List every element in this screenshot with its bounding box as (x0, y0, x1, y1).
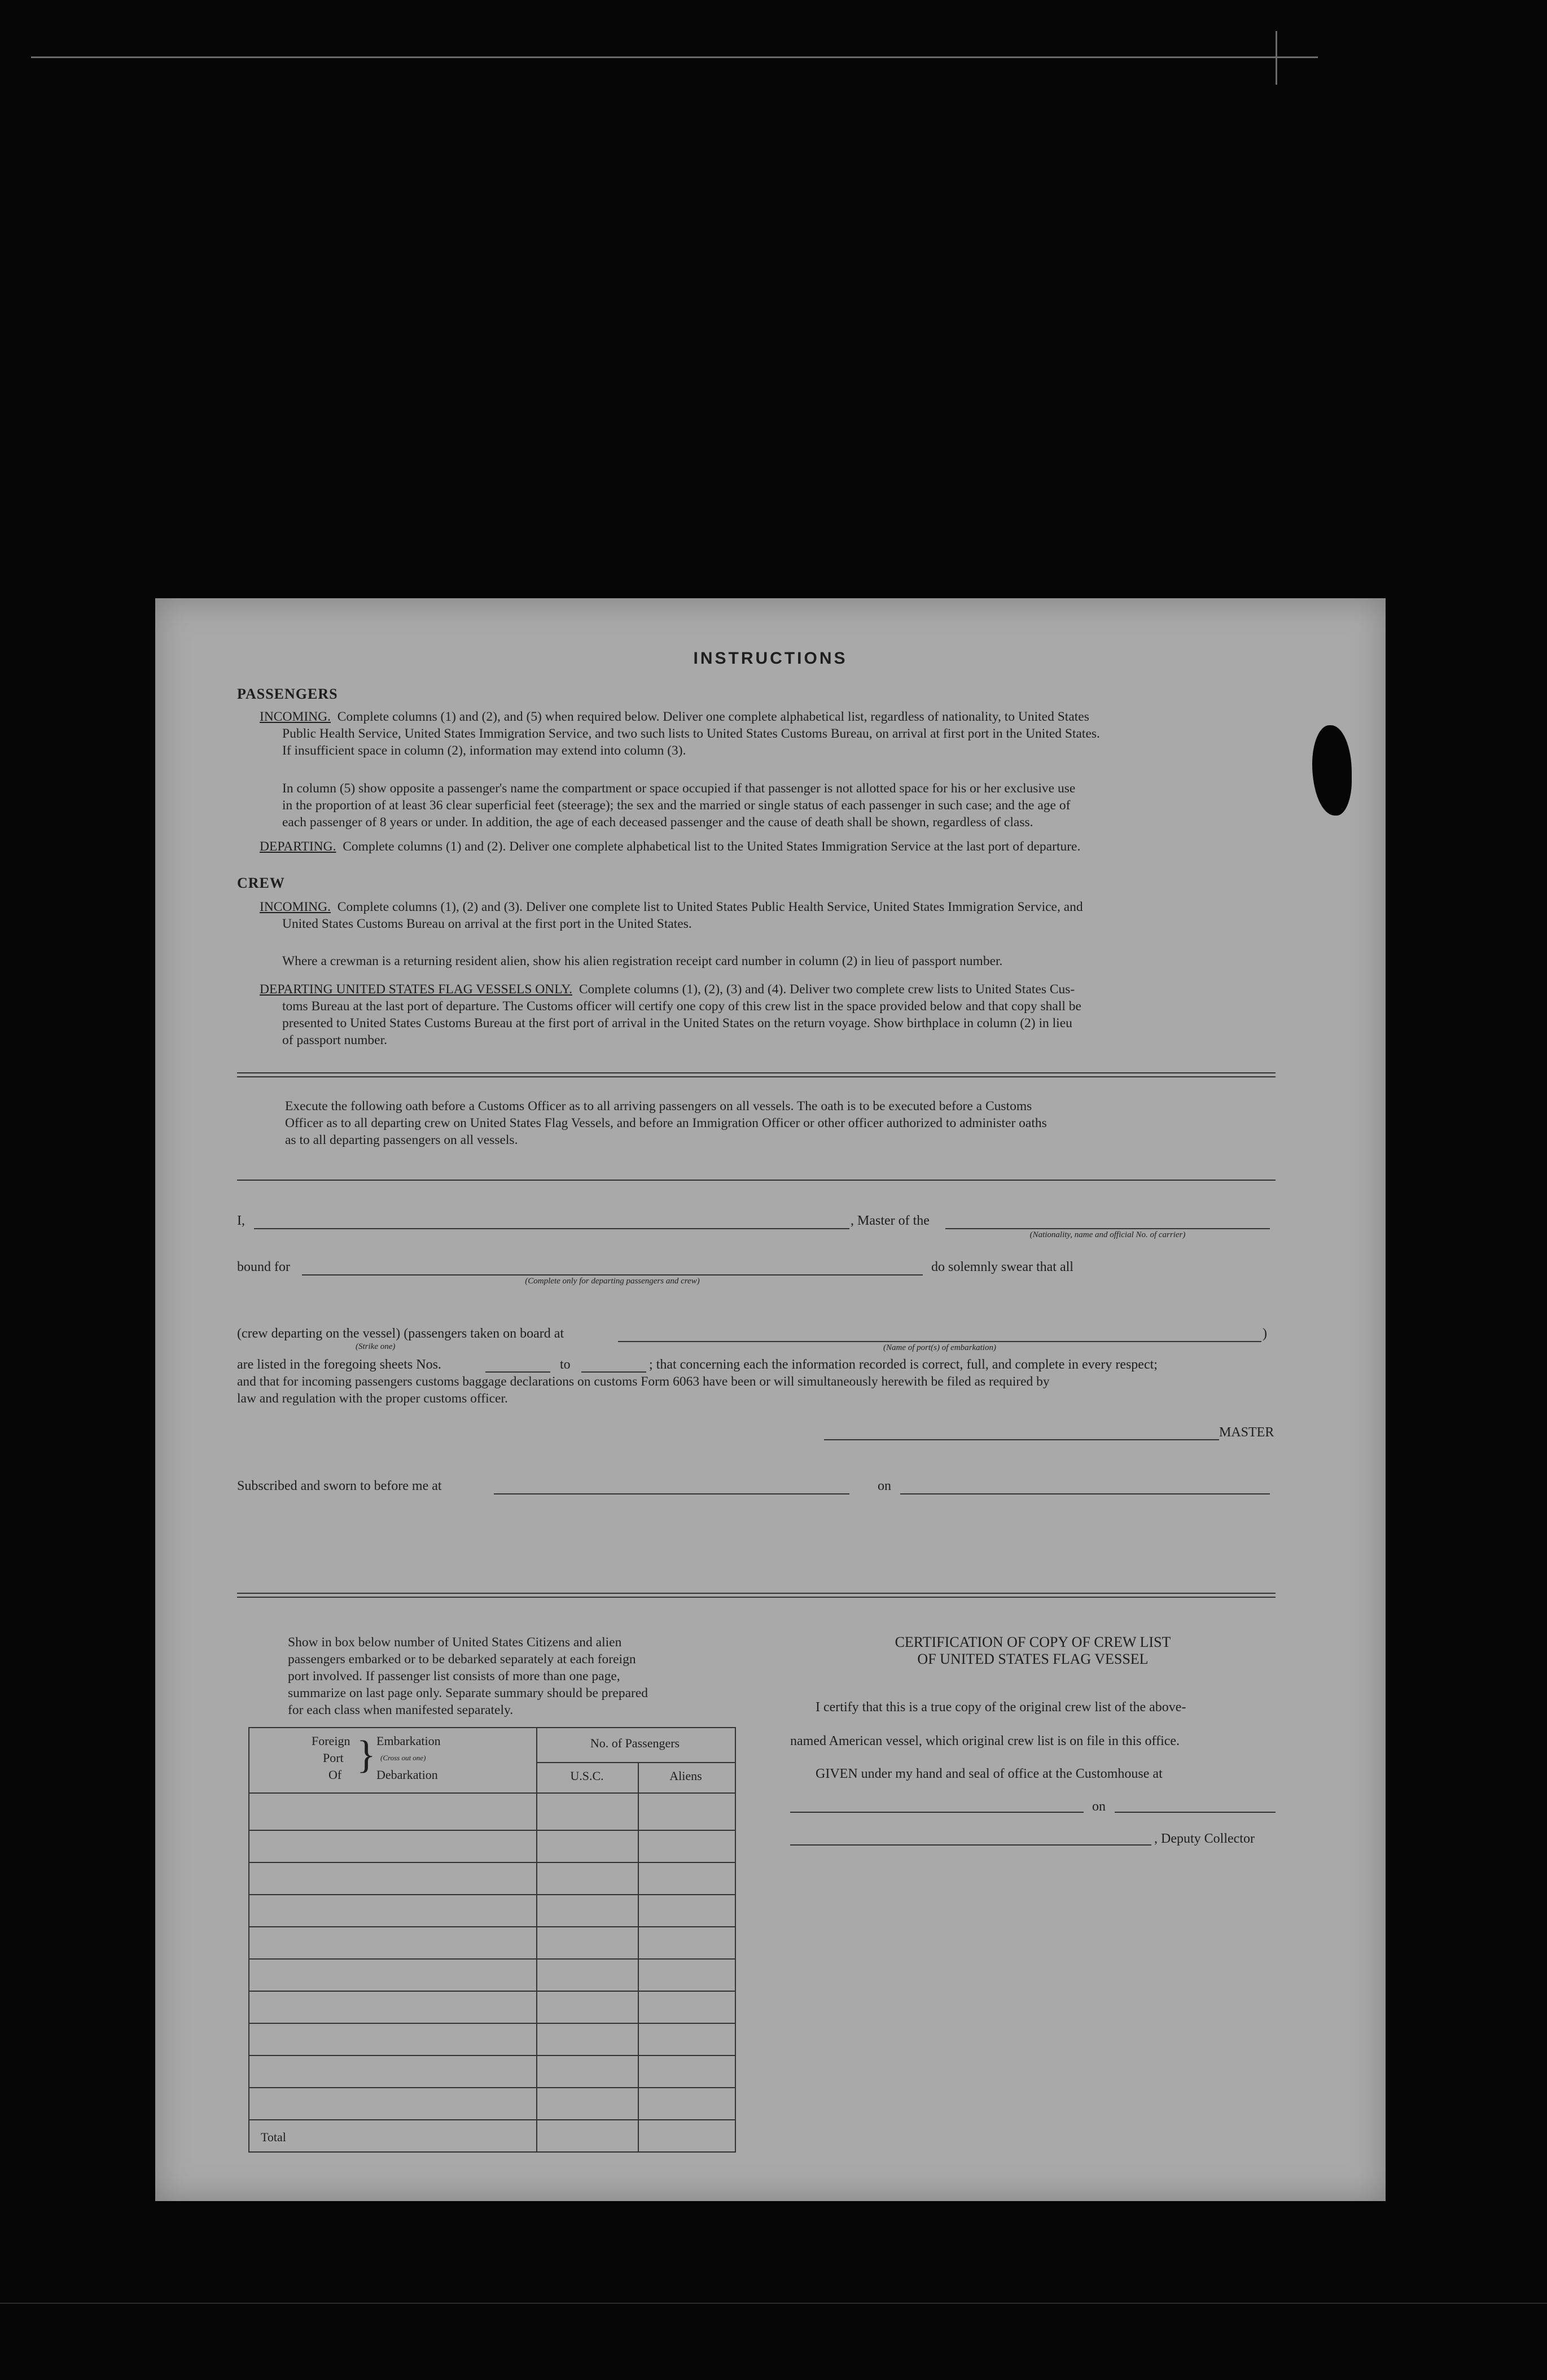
crew-heading: CREW (237, 875, 285, 891)
strike-caption: (Strike one) (356, 1342, 396, 1351)
table-row-line (249, 1862, 735, 1863)
cert-date-field[interactable] (1115, 1812, 1276, 1813)
oath-bound-for: bound for (237, 1260, 290, 1274)
bound-for-field[interactable] (302, 1274, 923, 1276)
crew-incoming-label: INCOMING. (260, 900, 331, 914)
divider-2 (237, 1180, 1276, 1181)
crew-incoming-line-2: United States Customs Bureau on arrival at the first port in the United States. (282, 917, 692, 931)
deputy-signature-field[interactable] (790, 1844, 1151, 1846)
passengers-departing-text: Complete columns (1) and (2). Deliver one complete alphabetical list to the United States Immigration Service at the last port of departure. (343, 839, 1081, 854)
passengers-departing-label: DEPARTING. (260, 839, 336, 854)
page-title: INSTRUCTIONS (693, 649, 848, 668)
cert-line-2: named American vessel, which original crew list is on file in this office. (790, 1734, 1180, 1748)
oath-intro (285, 1098, 1244, 1149)
passengers-departing (260, 838, 1276, 855)
subscribed-date-field[interactable] (900, 1493, 1270, 1494)
vessel-field[interactable] (945, 1228, 1270, 1229)
summary-line-5: for each class when manifested separately. (288, 1703, 514, 1717)
divider-1 (237, 1072, 1276, 1077)
table-foreign: Foreign (312, 1734, 350, 1748)
crew-departing-line-2: toms Bureau at the last port of departure. The Customs officer will certify one copy of this crew list in the space provided below and that copy shall be (282, 999, 1081, 1014)
passengers-incoming (260, 708, 1276, 759)
passengers-incoming-line-2: Public Health Service, United States Immigration Service, and two such lists to United States Customs Bureau, on arrival at first port in the United States. (282, 726, 1100, 741)
customhouse-field[interactable] (790, 1812, 1084, 1813)
oath-intro-line-1: Execute the following oath before a Customs Officer as to all arriving passengers on all vessels. The oath is to be executed before a Customs (285, 1099, 1032, 1114)
cert-heading-1: CERTIFICATION OF COPY OF CREW LIST (895, 1634, 1171, 1650)
master-label: MASTER (1219, 1425, 1274, 1440)
divider-3 (237, 1593, 1276, 1598)
cert-line-1: I certify that this is a true copy of the original crew list of the above- (816, 1700, 1186, 1715)
subscribed-place-field[interactable] (494, 1493, 849, 1494)
oath-crew-passengers: (crew departing on the vessel) (passengers taken on board at (237, 1326, 564, 1341)
crew-departing-label: DEPARTING UNITED STATES FLAG VESSELS ONLY. (260, 982, 573, 997)
oath-to-word: to (560, 1357, 571, 1372)
table-cross-out: (Cross out one) (380, 1754, 426, 1762)
table-debarkation: Debarkation (376, 1768, 438, 1782)
passengers-incoming-line-3: If insufficient space in column (2), information may extend into column (3). (282, 743, 686, 758)
cert-deputy: , Deputy Collector (1154, 1831, 1255, 1846)
oath-intro-line-3: as to all departing passengers on all vessels. (285, 1133, 518, 1147)
oath-listed-rest: ; that concerning each the information recorded is correct, full, and complete in every respect; (649, 1357, 1158, 1372)
table-header-line (249, 1792, 735, 1794)
cert-heading-2: OF UNITED STATES FLAG VESSEL (917, 1651, 1149, 1667)
port-caption: (Name of port(s) of embarkation) (883, 1343, 996, 1352)
crew-departing-line-1: Complete columns (1), (2), (3) and (4). Deliver two complete crew lists to United States Cus- (579, 982, 1075, 997)
table-total: Total (261, 2130, 286, 2144)
summary-line-4: summarize on last page only. Separate summary should be prepared (288, 1686, 648, 1700)
master-name-field[interactable] (254, 1228, 849, 1229)
oath-listed-line-2: law and regulation with the proper customs officer. (237, 1391, 508, 1406)
table-row-line (249, 2087, 735, 2088)
sheets-to-field[interactable] (581, 1371, 646, 1373)
crew-departing-line-3: presented to United States Customs Bureau at the first port of arrival in the United States on the return voyage. Show birthplace in column (2) in lieu (282, 1016, 1072, 1031)
table-col-divider-2 (638, 1762, 639, 2151)
summary-line-3: port involved. If passenger list consists of more than one page, (288, 1669, 620, 1684)
table-row-line (249, 1830, 735, 1831)
table-row-line (249, 2119, 735, 2120)
cert-on: on (1092, 1799, 1106, 1814)
table-row-line (249, 2023, 735, 2024)
oath-solemnly: do solemnly swear that all (931, 1260, 1073, 1274)
film-bottom-line (0, 2303, 1547, 2304)
brace-icon: } (357, 1733, 376, 1777)
table-usc: U.S.C. (570, 1769, 604, 1783)
oath-master-of: , Master of the (851, 1213, 930, 1228)
complete-caption: (Complete only for departing passengers and crew) (525, 1277, 700, 1286)
crew-incoming-line-1: Complete columns (1), (2) and (3). Deliver one complete list to United States Public Health Service, United States Immigration Service, and (337, 900, 1083, 914)
oath-intro-line-2: Officer as to all departing crew on United States Flag Vessels, and before an Immigration Officer or other officer authorized to administer oaths (285, 1116, 1047, 1130)
table-row-line (249, 1894, 735, 1895)
nationality-caption: (Nationality, name and official No. of carrier) (1029, 1230, 1186, 1239)
ink-blot (1312, 725, 1352, 816)
table-aliens: Aliens (669, 1769, 702, 1783)
passengers-heading: PASSENGERS (237, 686, 338, 702)
oath-i-label: I, (237, 1213, 245, 1228)
table-subheader-line (536, 1762, 735, 1763)
oath-listed-line-1: and that for incoming passengers customs baggage declarations on customs Form 6063 have been or will simultaneously herewith be filed as required by (237, 1374, 1050, 1389)
passenger-summary-table (248, 1727, 736, 2153)
sheets-from-field[interactable] (485, 1371, 550, 1373)
passengers-column5 (282, 780, 1276, 831)
cert-given: GIVEN under my hand and seal of office at the Customhouse at (816, 1767, 1163, 1781)
table-row-line (249, 1958, 735, 1960)
column5-line-1: In column (5) show opposite a passenger's name the compartment or space occupied if that passenger is not allotted space for his or her exclusive use (282, 781, 1076, 796)
passengers-incoming-line-1: Complete columns (1) and (2), and (5) when required below. Deliver one complete alphabetical list, regardless of nationality, to United States (337, 709, 1089, 724)
table-port: Port (323, 1751, 344, 1765)
crew-departing-line-4: of passport number. (282, 1033, 388, 1047)
oath-close-paren: ) (1263, 1326, 1267, 1341)
table-of: Of (328, 1768, 342, 1782)
summary-line-2: passengers embarked or to be debarked separately at each foreign (288, 1652, 636, 1667)
embarkation-port-field[interactable] (618, 1341, 1261, 1342)
table-row-line (249, 1926, 735, 1927)
table-embarkation: Embarkation (376, 1734, 441, 1748)
oath-listed-body (237, 1373, 1276, 1407)
oath-listed-prefix: are listed in the foregoing sheets Nos. (237, 1357, 441, 1372)
oath-subscribed: Subscribed and sworn to before me at (237, 1479, 442, 1493)
crew-departing (260, 981, 1276, 1049)
film-top-line-right (1276, 31, 1277, 85)
summary-line-1: Show in box below number of United States Citizens and alien (288, 1635, 622, 1650)
document-page (155, 598, 1386, 2201)
table-row-line (249, 2055, 735, 2056)
oath-on-word: on (878, 1479, 891, 1493)
table-row-line (249, 1991, 735, 1992)
film-top-line (31, 56, 1318, 58)
passengers-incoming-label: INCOMING. (260, 709, 331, 724)
master-signature-field[interactable] (824, 1439, 1219, 1440)
crew-resident-line: Where a crewman is a returning resident alien, show his alien registration receipt card number in column (2) in lieu of passport number. (282, 954, 1003, 968)
column5-line-2: in the proportion of at least 36 clear superficial feet (steerage); the sex and the married or single status of each passenger in such case; and the age of (282, 798, 1071, 813)
crew-incoming (260, 898, 1276, 932)
column5-line-3: each passenger of 8 years or under. In addition, the age of each deceased passenger and the cause of death shall be shown, regardless of class. (282, 815, 1033, 830)
summary-instructions (288, 1634, 739, 1719)
table-no-of-passengers: No. of Passengers (590, 1736, 680, 1750)
